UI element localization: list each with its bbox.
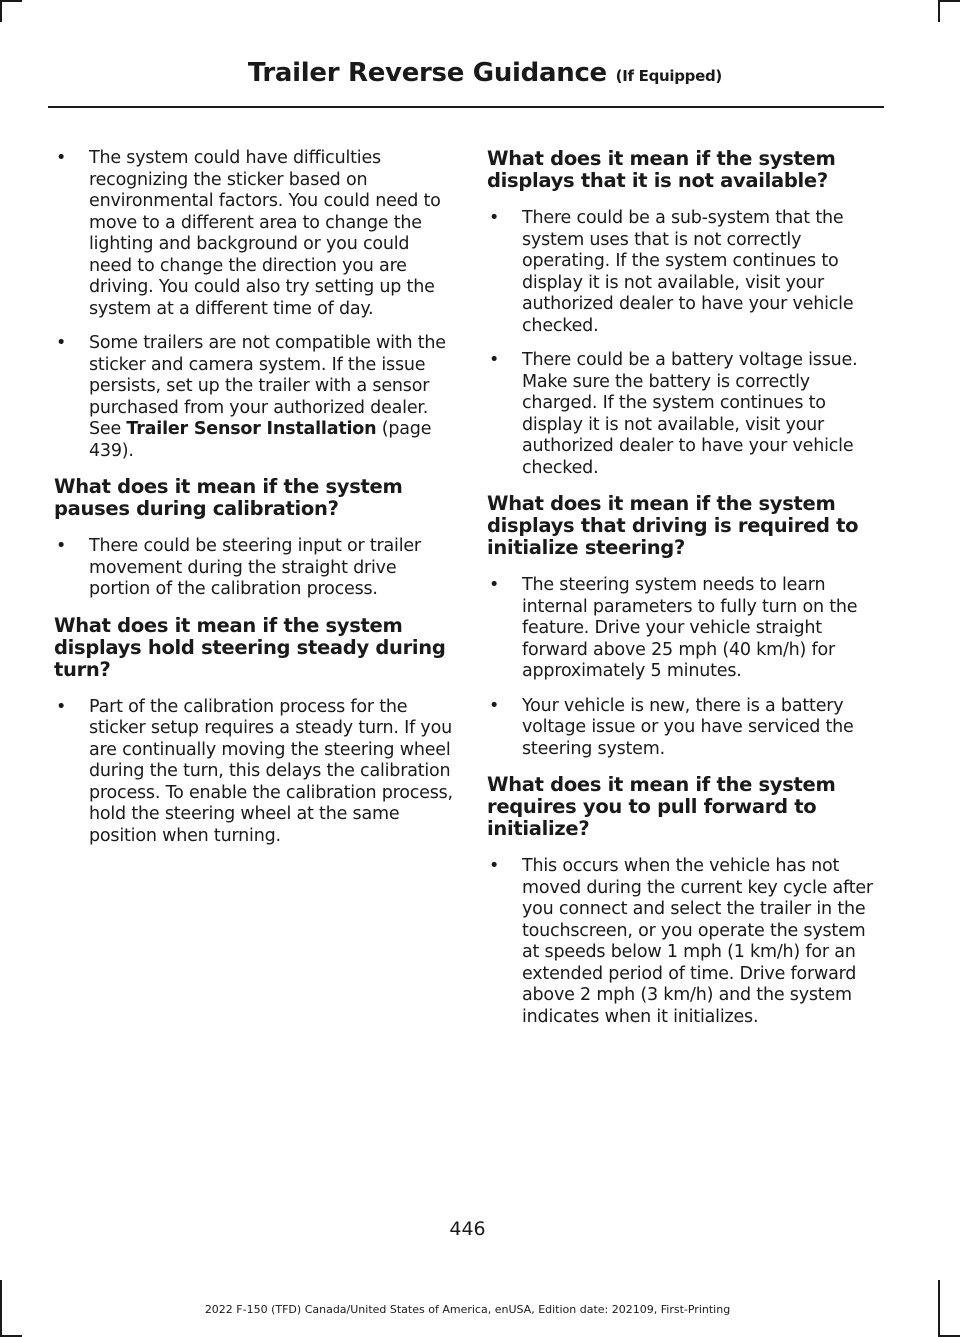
bullet-text: Your vehicle is new, there is a battery voltage issue or you have serviced the steering system.	[522, 695, 854, 759]
bullet-list	[54, 148, 454, 462]
bullet-text: Part of the calibration process for the sticker setup requires a steady turn. If you are continually moving the steering wheel during the turn, this delays the calibration process. To enable the calibration process, hold the steering wheel at the same position when turning.	[89, 696, 453, 846]
page-reference: (page 439).	[89, 419, 432, 461]
list-item	[54, 697, 454, 848]
bullet-glyph: •	[56, 536, 67, 556]
list-item	[487, 696, 887, 761]
list-item	[487, 575, 887, 683]
bullet-text: There could be a sub-system that the system uses that is not correctly operating. If the system continues to display it is not available, visit your authorized dealer to have your vehicle checked.	[522, 208, 854, 336]
section-heading: What does it mean if the system displays that driving is required to initialize steering?	[487, 492, 859, 559]
bullet-glyph: •	[489, 208, 500, 228]
page-title	[248, 58, 722, 88]
page-number: 446	[449, 1218, 486, 1240]
bullet-text: There could be a battery voltage issue. Make sure the battery is correctly charged. If the system continues to display it is not available, visit your authorized dealer to have your vehicle checked.	[522, 350, 858, 478]
list-item	[487, 350, 887, 479]
bullet-glyph: •	[489, 695, 500, 716]
section-heading: What does it mean if the system pauses during calibration?	[54, 475, 403, 520]
bullet-glyph: •	[489, 350, 500, 370]
left-column	[54, 148, 454, 861]
bullet-glyph: •	[56, 696, 67, 717]
bullet-glyph: •	[56, 148, 67, 168]
right-column	[487, 148, 887, 1042]
section-heading: What does it mean if the system displays that it is not available?	[487, 147, 836, 192]
crop-mark	[938, 0, 960, 2]
list-item	[54, 536, 454, 601]
bullet-list	[487, 575, 887, 760]
bullet-list	[54, 697, 454, 848]
page-title-subtitle: (If Equipped)	[615, 67, 722, 85]
bullet-text: This occurs when the vehicle has not moved during the current key cycle after you connect and select the trailer in the touchscreen, or you operate the system at speeds below 1 mph (1 km/h) for an extended period of time. Drive forward above 2 mph (3 km/h) and the system indicates when it initializes.	[522, 856, 873, 1027]
bullet-glyph: •	[56, 333, 67, 353]
bullet-glyph: •	[489, 575, 500, 595]
bullet-text: There could be steering input or trailer movement during the straight drive portion of the calibration process.	[89, 536, 421, 599]
list-item	[487, 856, 887, 1028]
bullet-glyph: •	[489, 856, 500, 876]
cross-reference-link[interactable]: Trailer Sensor Installation	[126, 419, 377, 439]
bullet-text: The system could have difficulties recognizing the sticker based on environmental factors. You could need to move to a different area to change the lighting and background or you could need to change the direction you are driving. You could also try setting up the system at a different time of day.	[89, 148, 441, 319]
bullet-list	[487, 856, 887, 1028]
list-item	[54, 333, 454, 462]
bullet-list	[487, 208, 887, 479]
footer-edition-info: 2022 F-150 (TFD) Canada/United States of America, enUSA, Edition date: 202109, First-Printing	[204, 1303, 731, 1316]
bullet-list	[54, 536, 454, 601]
crop-mark	[0, 0, 2, 22]
list-item	[487, 208, 887, 337]
bullet-text: The steering system needs to learn internal parameters to fully turn on the feature. Drive your vehicle straight forward above 25 mph (40 km/h) for approximately 5 minutes.	[522, 575, 858, 681]
page-title-main: Trailer Reverse Guidance	[247, 58, 607, 88]
list-item	[54, 148, 454, 320]
bullet-text: Some trailers are not compatible with the sticker and camera system. If the issue persists, set up the trailer with a sensor purchased from your authorized dealer. See	[89, 333, 446, 439]
crop-mark	[938, 0, 940, 22]
header-divider	[48, 106, 884, 108]
crop-mark	[0, 0, 22, 2]
section-heading: What does it mean if the system requires you to pull forward to initialize?	[487, 773, 836, 840]
section-heading: What does it mean if the system displays hold steering steady during turn?	[54, 613, 446, 681]
crop-mark	[938, 1280, 940, 1337]
